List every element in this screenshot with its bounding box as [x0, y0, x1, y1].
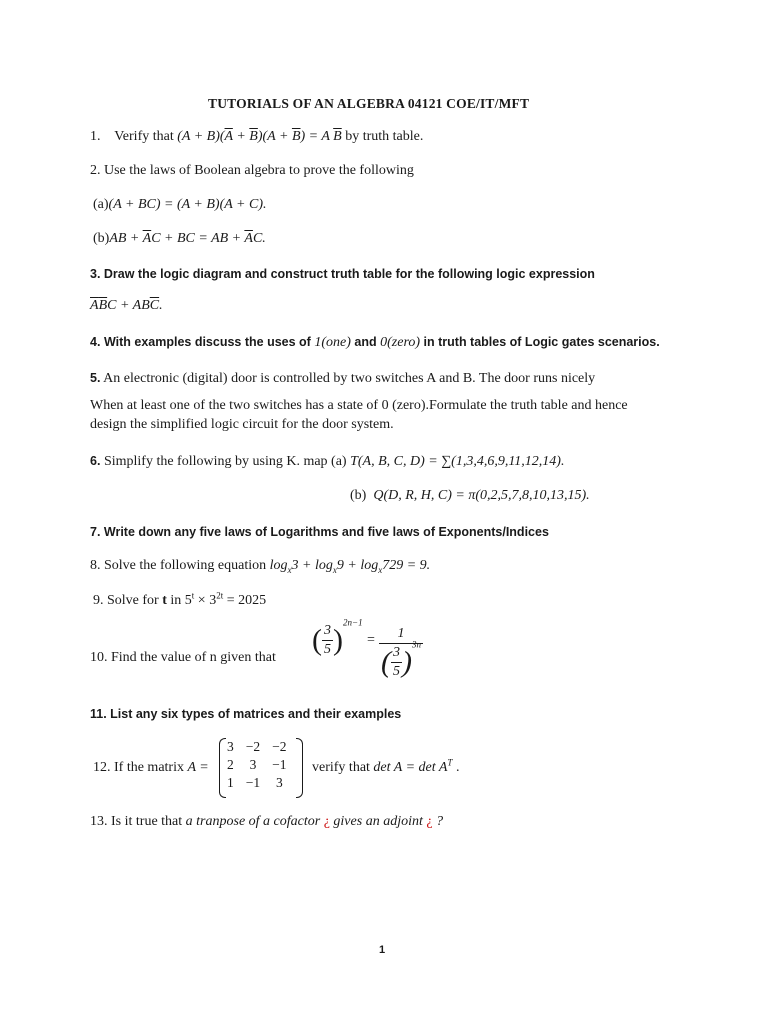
question-5-line-3: design the simplified logic circuit for the door system.	[90, 417, 394, 432]
question-2b: $(b)AB + \overline{A}C$ + BC = AB + $\overline{A}C$.	[93, 231, 266, 246]
question-7: 7. Write down any five laws of Logarithms and five laws of Exponents/Indices	[90, 525, 549, 539]
question-4: 4. With examples discuss the uses of 1(one) and 0(zero) in truth tables of Logic gates scenarios.	[90, 335, 660, 350]
question-10-equation: ( $\frac{3}{5}$ )$^{2n-1}$ = 1 ( $\frac{3}{5}$ )$^{3n}$	[312, 617, 422, 679]
question-5-line-2: When at least one of the two switches has a state of 0 (zero).Formulate the truth table and hence	[90, 398, 628, 413]
question-3-expression: $\overline{A}\overline{B}C + AB\overline{C}$.	[90, 298, 163, 313]
question-6b: (b) Q(D, R, H, C) = π(0,2,5,7,8,10,13,15).	[350, 488, 590, 503]
question-11: 11. List any six types of matrices and their examples	[90, 707, 402, 721]
question-2: 2. Use the laws of Boolean algebra to prove the following	[90, 163, 414, 178]
question-2a: (a)(A + BC) = (A + B)(A + C).	[93, 197, 267, 212]
question-3: 3. Draw the logic diagram and construct truth table for the following logic expression	[90, 267, 595, 281]
question-12-verify: verify that $\det A = \det A^T$ .	[312, 757, 460, 775]
question-12: 12. If the matrix A =	[93, 760, 209, 775]
question-6a: 6. Simplify the following by using K. map (a) T(A, B, C, D) = ∑(1,3,4,6,9,11,12,14).	[90, 454, 565, 469]
page-number: 1	[379, 944, 386, 956]
matrix-row: 3 −2 −2	[227, 739, 287, 754]
matrix-row: 2 3 −1	[227, 757, 287, 772]
question-9: 9. Solve for t in $5^t \times 3^{2t} = 2025$	[93, 590, 267, 608]
page-title: TUTORIALS OF AN ALGEBRA 04121 COE/IT/MFT	[208, 96, 530, 111]
question-10: 10. Find the value of n given that	[90, 650, 276, 665]
question-13: 13. Is it true that a tranpose of a cofactor ¿ gives an adjoint ¿ ?	[90, 814, 444, 829]
matrix-a	[219, 738, 303, 798]
matrix-row: 1 −1 3	[227, 775, 283, 790]
question-5-line-1: 5. An electronic (digital) door is controlled by two switches A and B. The door runs nicely	[90, 371, 596, 386]
question-1: 1. Verify that $(A + B)(\overline{A} + \overline{B})(A + \overline{B}) = A$ $\overline{B}$ by truth table.	[90, 129, 424, 144]
question-8: 8. Solve the following equation $\log_x3 + \log_x9 + \log_x729 = 9$.	[90, 558, 431, 575]
